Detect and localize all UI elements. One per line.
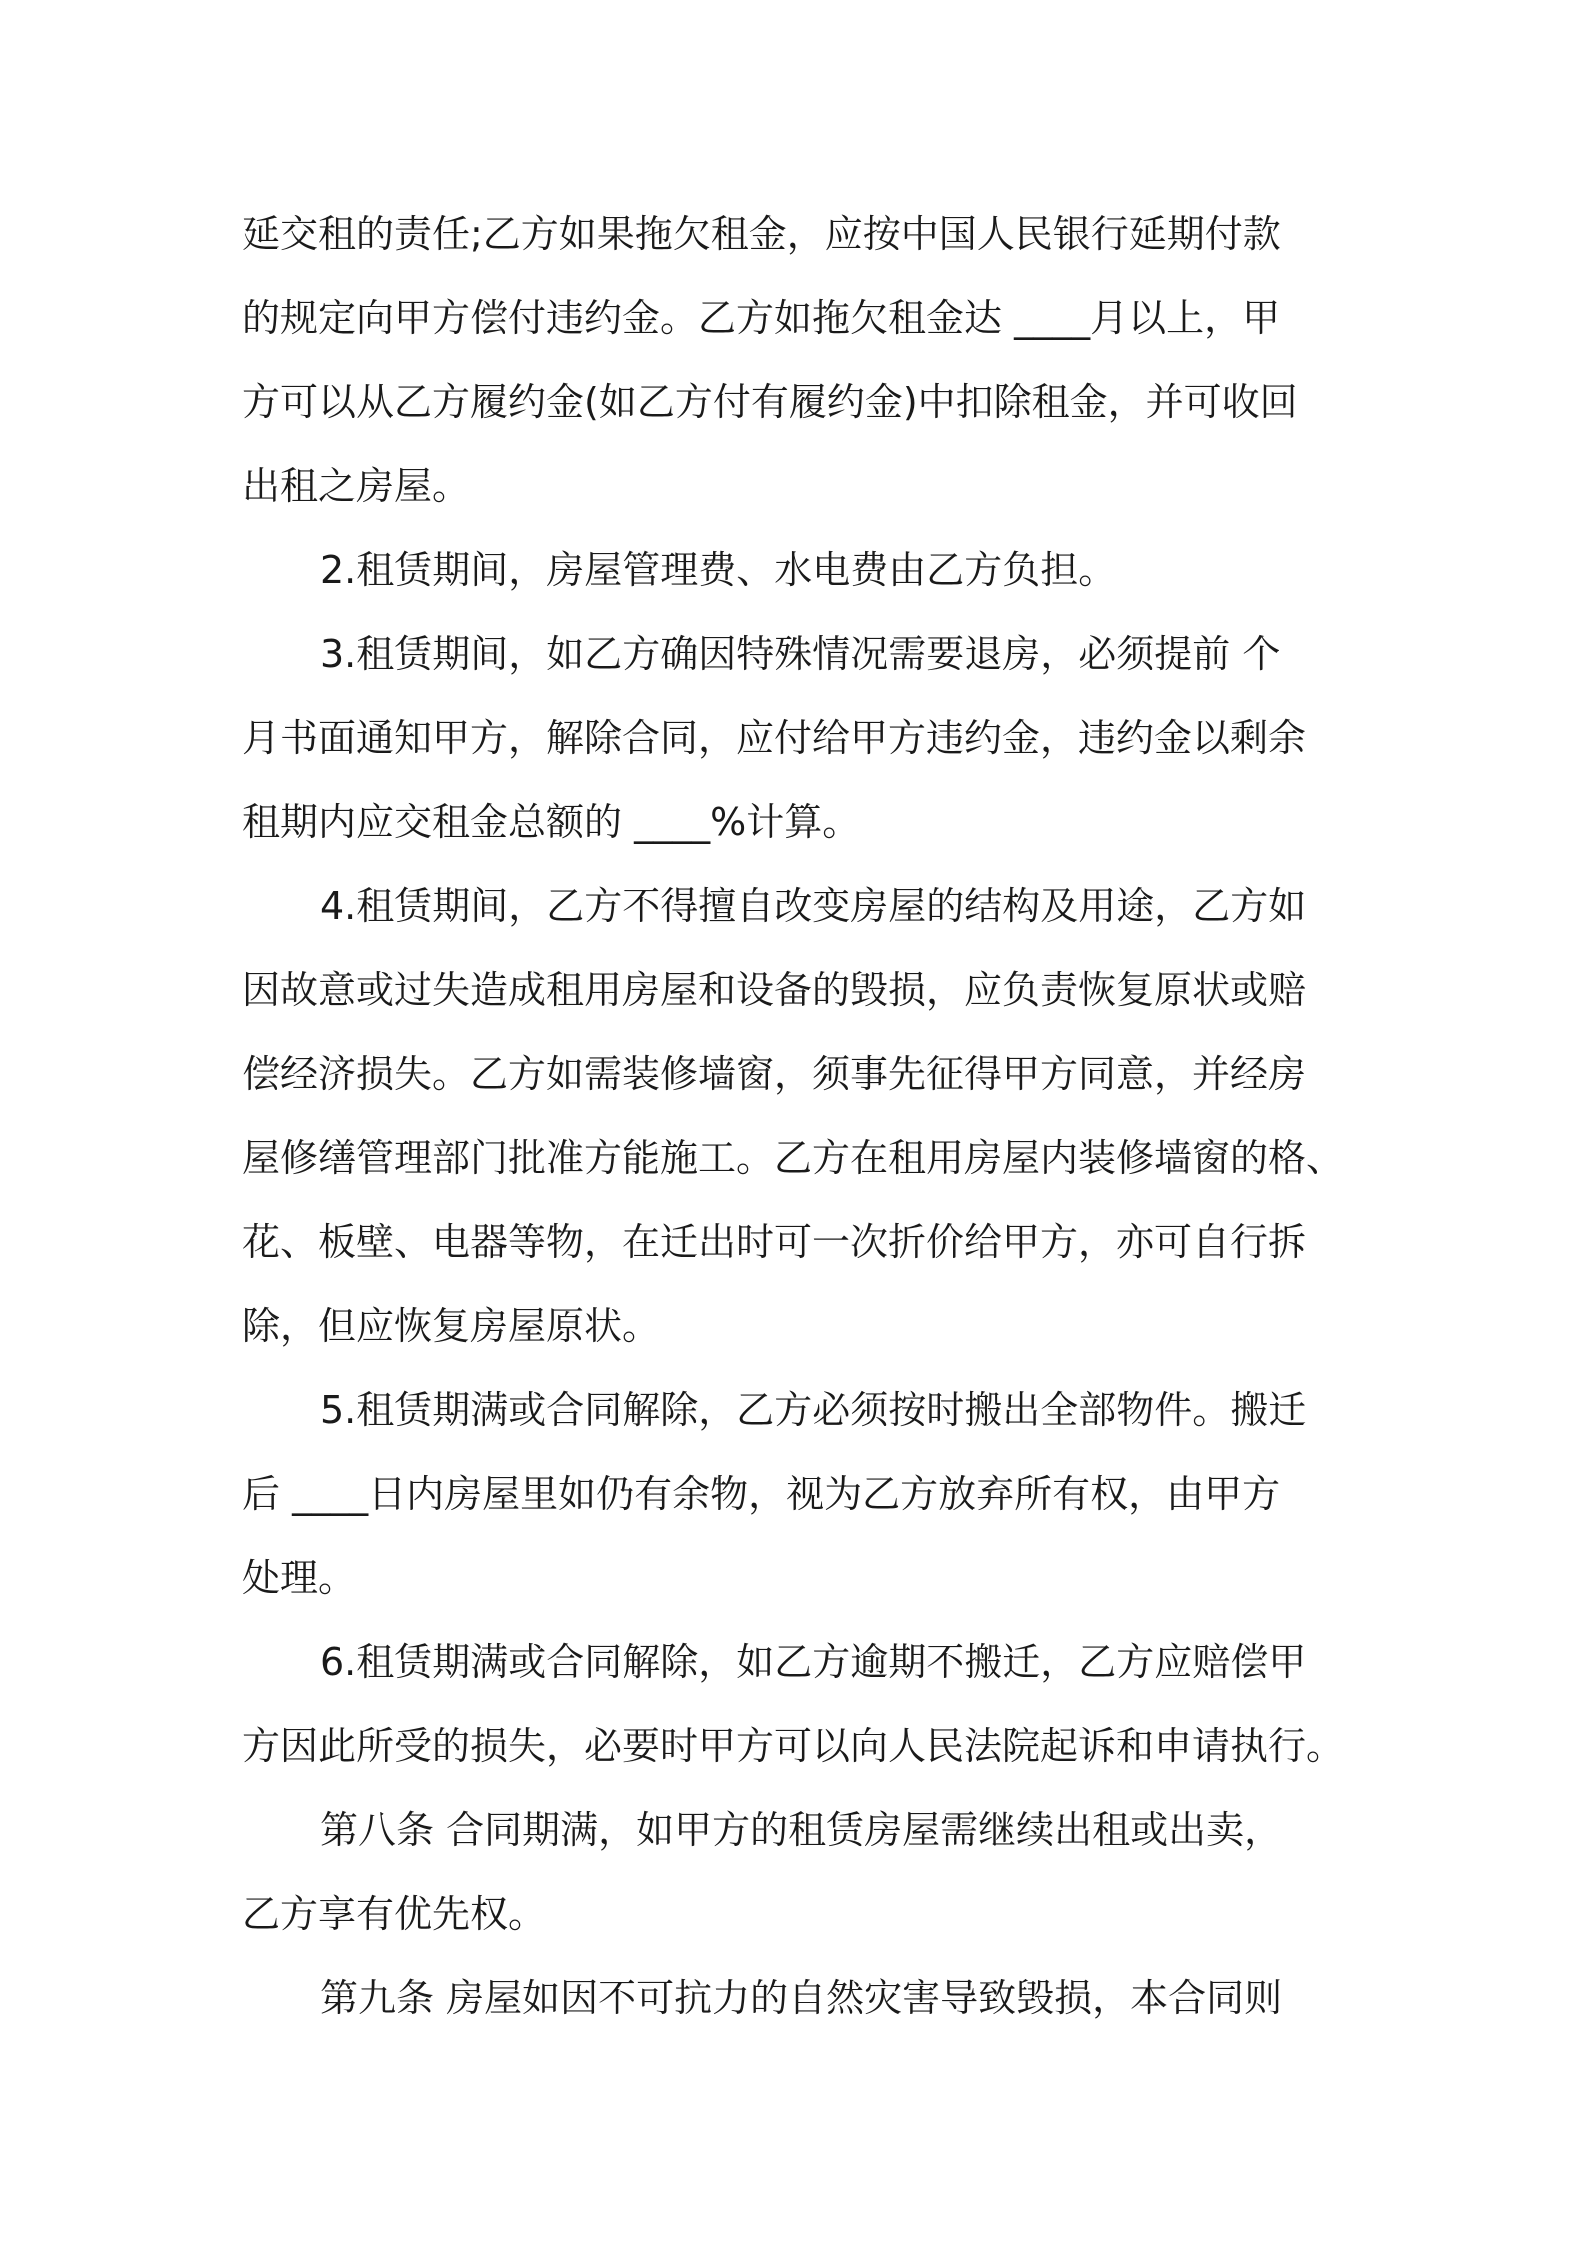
text-line: 租期内应交租金总额的 ____%计算。	[242, 800, 861, 844]
text-line: 第八条 合同期满，如甲方的租赁房屋需继续出租或出卖，	[320, 1808, 1283, 1852]
text-line: 月书面通知甲方，解除合同，应付给甲方违约金，违约金以剩余	[242, 716, 1307, 760]
contract-body-text	[242, 192, 1352, 2040]
text-line: 4.租赁期间，乙方不得擅自改变房屋的结构及用途，乙方如	[320, 884, 1307, 928]
text-line: 6.租赁期满或合同解除，如乙方逾期不搬迁，乙方应赔偿甲	[320, 1640, 1307, 1684]
text-line: 2.租赁期间，房屋管理费、水电费由乙方负担。	[320, 548, 1117, 592]
text-line: 屋修缮管理部门批准方能施工。乙方在租用房屋内装修墙窗的格、	[242, 1136, 1345, 1180]
text-line: 3.租赁期间，如乙方确因特殊情况需要退房，必须提前 个	[320, 632, 1281, 676]
text-line: 5.租赁期满或合同解除，乙方必须按时搬出全部物件。搬迁	[320, 1388, 1307, 1432]
text-line: 出租之房屋。	[242, 464, 471, 508]
text-line: 偿经济损失。乙方如需装修墙窗，须事先征得甲方同意，并经房	[242, 1052, 1307, 1096]
text-line: 除，但应恢复房屋原状。	[242, 1304, 661, 1348]
text-line: 花、板壁、电器等物，在迁出时可一次折价给甲方，亦可自行拆	[242, 1220, 1307, 1264]
text-line: 处理。	[242, 1556, 357, 1600]
text-line: 的规定向甲方偿付违约金。乙方如拖欠租金达 ____月以上，甲	[242, 296, 1281, 340]
text-line: 后 ____日内房屋里如仍有余物，视为乙方放弃所有权，由甲方	[242, 1472, 1281, 1516]
text-line: 乙方享有优先权。	[242, 1892, 547, 1936]
text-line: 第九条 房屋如因不可抗力的自然灾害导致毁损，本合同则	[320, 1976, 1283, 2020]
text-line: 方可以从乙方履约金(如乙方付有履约金)中扣除租金，并可收回	[242, 380, 1298, 424]
text-line: 方因此所受的损失，必要时甲方可以向人民法院起诉和申请执行。	[242, 1724, 1345, 1768]
text-line: 延交租的责任;乙方如果拖欠租金，应按中国人民银行延期付款	[242, 212, 1281, 256]
text-line: 因故意或过失造成租用房屋和设备的毁损，应负责恢复原状或赔	[242, 968, 1307, 1012]
